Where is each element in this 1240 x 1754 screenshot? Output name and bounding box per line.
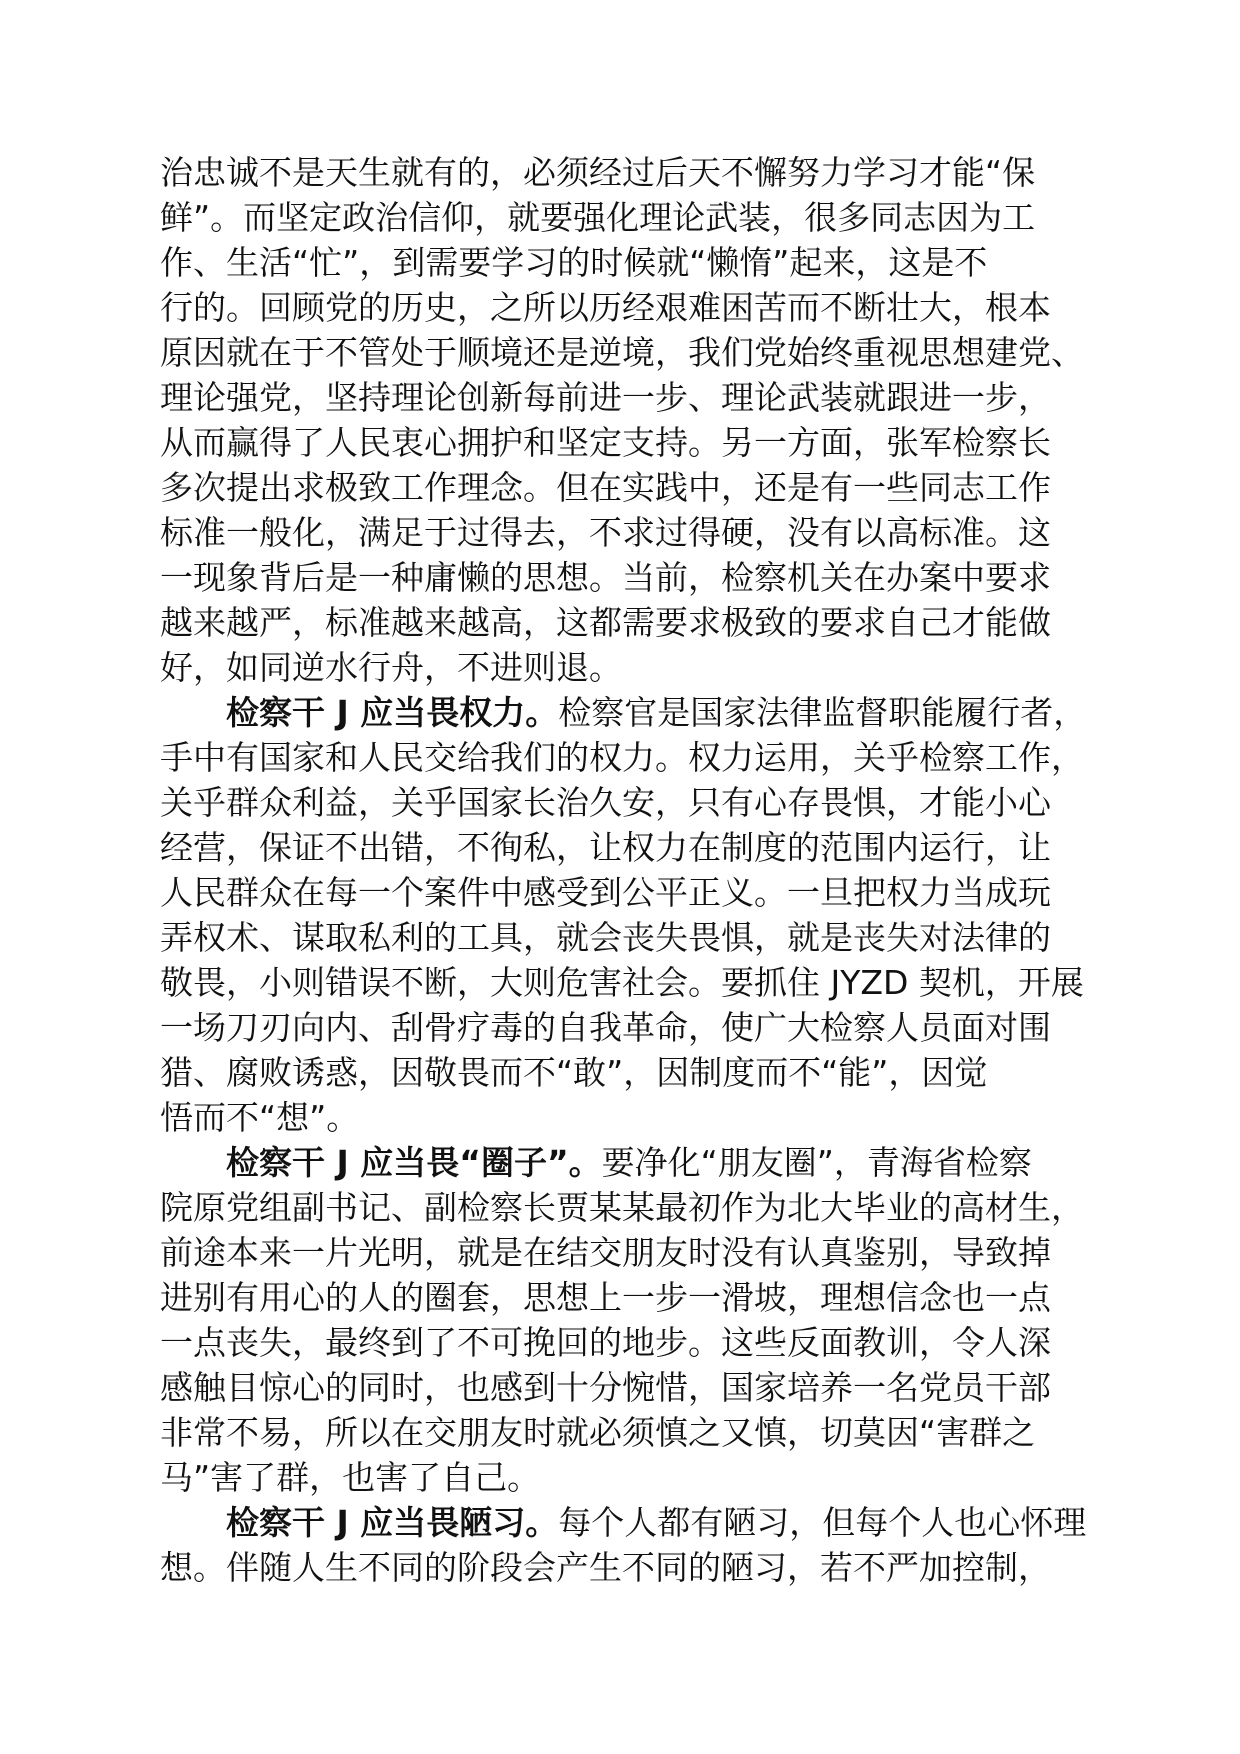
text-line <box>160 600 1120 645</box>
paragraph-p4 <box>160 1500 1120 1590</box>
line-text: 前途本来一片光明，就是在结交朋友时没有认真鉴别，导致掉 <box>160 1233 1051 1272</box>
text-line <box>160 285 1120 330</box>
text-line <box>160 825 1120 870</box>
line-text: 关乎群众利益，关乎国家长治久安，只有心存畏惧，才能小心 <box>160 783 1051 822</box>
line-text: 手中有国家和人民交给我们的权力。权力运用，关乎检察工作， <box>160 738 1084 777</box>
line-text: 标准一般化，满足于过得去，不求过得硬，没有以高标准。这 <box>160 513 1051 552</box>
line-text: 经营，保证不出错，不徇私，让权力在制度的范围内运行，让 <box>160 828 1051 867</box>
text-line <box>160 645 1120 690</box>
text-line <box>160 1365 1120 1410</box>
text-line <box>160 915 1120 960</box>
document-page <box>160 150 1120 1590</box>
text-line <box>160 195 1120 240</box>
paragraph-lead-heading: 检察干 J 应当畏权力。 <box>226 693 559 732</box>
line-text: 好，如同逆水行舟，不进则退。 <box>160 648 622 687</box>
text-line <box>160 465 1120 510</box>
text-line <box>160 1500 1120 1545</box>
text-line <box>160 735 1120 780</box>
text-line <box>160 1410 1120 1455</box>
line-text: 检察官是国家法律监督职能履行者， <box>558 693 1087 732</box>
text-line <box>160 330 1120 375</box>
line-text: 弄权术、谋取私利的工具，就会丧失畏惧，就是丧失对法律的 <box>160 918 1051 957</box>
text-line <box>160 555 1120 600</box>
line-text: 从而赢得了人民衷心拥护和坚定支持。另一方面，张军检察长 <box>160 423 1051 462</box>
line-text: 多次提出求极致工作理念。但在实践中，还是有一些同志工作 <box>160 468 1051 507</box>
text-line <box>160 1185 1120 1230</box>
line-text: 一点丧失，最终到了不可挽回的地步。这些反面教训，令人深 <box>160 1323 1051 1362</box>
text-line <box>160 780 1120 825</box>
line-text: 人民群众在每一个案件中感受到公平正义。一旦把权力当成玩 <box>160 873 1051 912</box>
line-text: 悟而不“想”。 <box>160 1098 360 1137</box>
paragraph-p3 <box>160 1140 1120 1500</box>
paragraph-p1 <box>160 150 1120 690</box>
line-text: 感触目惊心的同时，也感到十分惋惜，国家培养一名党员干部 <box>160 1368 1051 1407</box>
line-text: 敬畏，小则错误不断，大则危害社会。要抓住 JYZD 契机，开展 <box>160 963 1084 1002</box>
line-text: 理论强党，坚持理论创新每前进一步、理论武装就跟进一步， <box>160 378 1051 417</box>
line-text: 要净化“朋友圈”，青海省检察 <box>601 1143 1032 1182</box>
text-line <box>160 240 1120 285</box>
line-text: 越来越严，标准越来越高，这都需要求极致的要求自己才能做 <box>160 603 1051 642</box>
text-line <box>160 1230 1120 1275</box>
text-line <box>160 375 1120 420</box>
line-text: 院原党组副书记、副检察长贾某某最初作为北大毕业的高材生， <box>160 1188 1084 1227</box>
paragraph-lead-heading: 检察干 J 应当畏陋习。 <box>226 1503 559 1542</box>
line-text: 非常不易，所以在交朋友时就必须慎之又慎，切莫因“害群之 <box>160 1413 1036 1452</box>
paragraph-lead-heading: 检察干 J 应当畏“圈子”。 <box>226 1143 602 1182</box>
line-text: 一场刀刃向内、刮骨疗毒的自我革命，使广大检察人员面对围 <box>160 1008 1051 1047</box>
line-text: 猎、腐败诱惑，因敬畏而不“敢”，因制度而不“能”，因觉 <box>160 1053 988 1092</box>
line-text: 一现象背后是一种庸懒的思想。当前，检察机关在办案中要求 <box>160 558 1051 597</box>
text-line <box>160 1050 1120 1095</box>
text-line <box>160 510 1120 555</box>
text-line <box>160 960 1120 1005</box>
line-text: 作、生活“忙”，到需要学习的时候就“懒惰”起来，这是不 <box>160 243 988 282</box>
paragraph-p2 <box>160 690 1120 1140</box>
text-line <box>160 150 1120 195</box>
text-line <box>160 1275 1120 1320</box>
line-text: 进别有用心的人的圈套，思想上一步一滑坡，理想信念也一点 <box>160 1278 1051 1317</box>
text-line <box>160 1095 1120 1140</box>
line-text: 马”害了群，也害了自己。 <box>160 1458 541 1497</box>
line-text: 行的。回顾党的历史，之所以历经艰难困苦而不断壮大，根本 <box>160 288 1051 327</box>
text-line <box>160 1320 1120 1365</box>
text-line <box>160 1005 1120 1050</box>
line-text: 治忠诚不是天生就有的，必须经过后天不懈努力学习才能“保 <box>160 153 1036 192</box>
text-line <box>160 1140 1120 1185</box>
text-line <box>160 690 1120 735</box>
line-text: 想。伴随人生不同的阶段会产生不同的陋习，若不严加控制， <box>160 1548 1051 1587</box>
text-line <box>160 420 1120 465</box>
line-text: 每个人都有陋习，但每个人也心怀理 <box>558 1503 1087 1542</box>
text-line <box>160 1545 1120 1590</box>
text-line <box>160 1455 1120 1500</box>
line-text: 鲜”。而坚定政治信仰，就要强化理论武装，很多同志因为工 <box>160 198 1036 237</box>
text-line <box>160 870 1120 915</box>
line-text: 原因就在于不管处于顺境还是逆境，我们党始终重视思想建党、 <box>160 333 1084 372</box>
